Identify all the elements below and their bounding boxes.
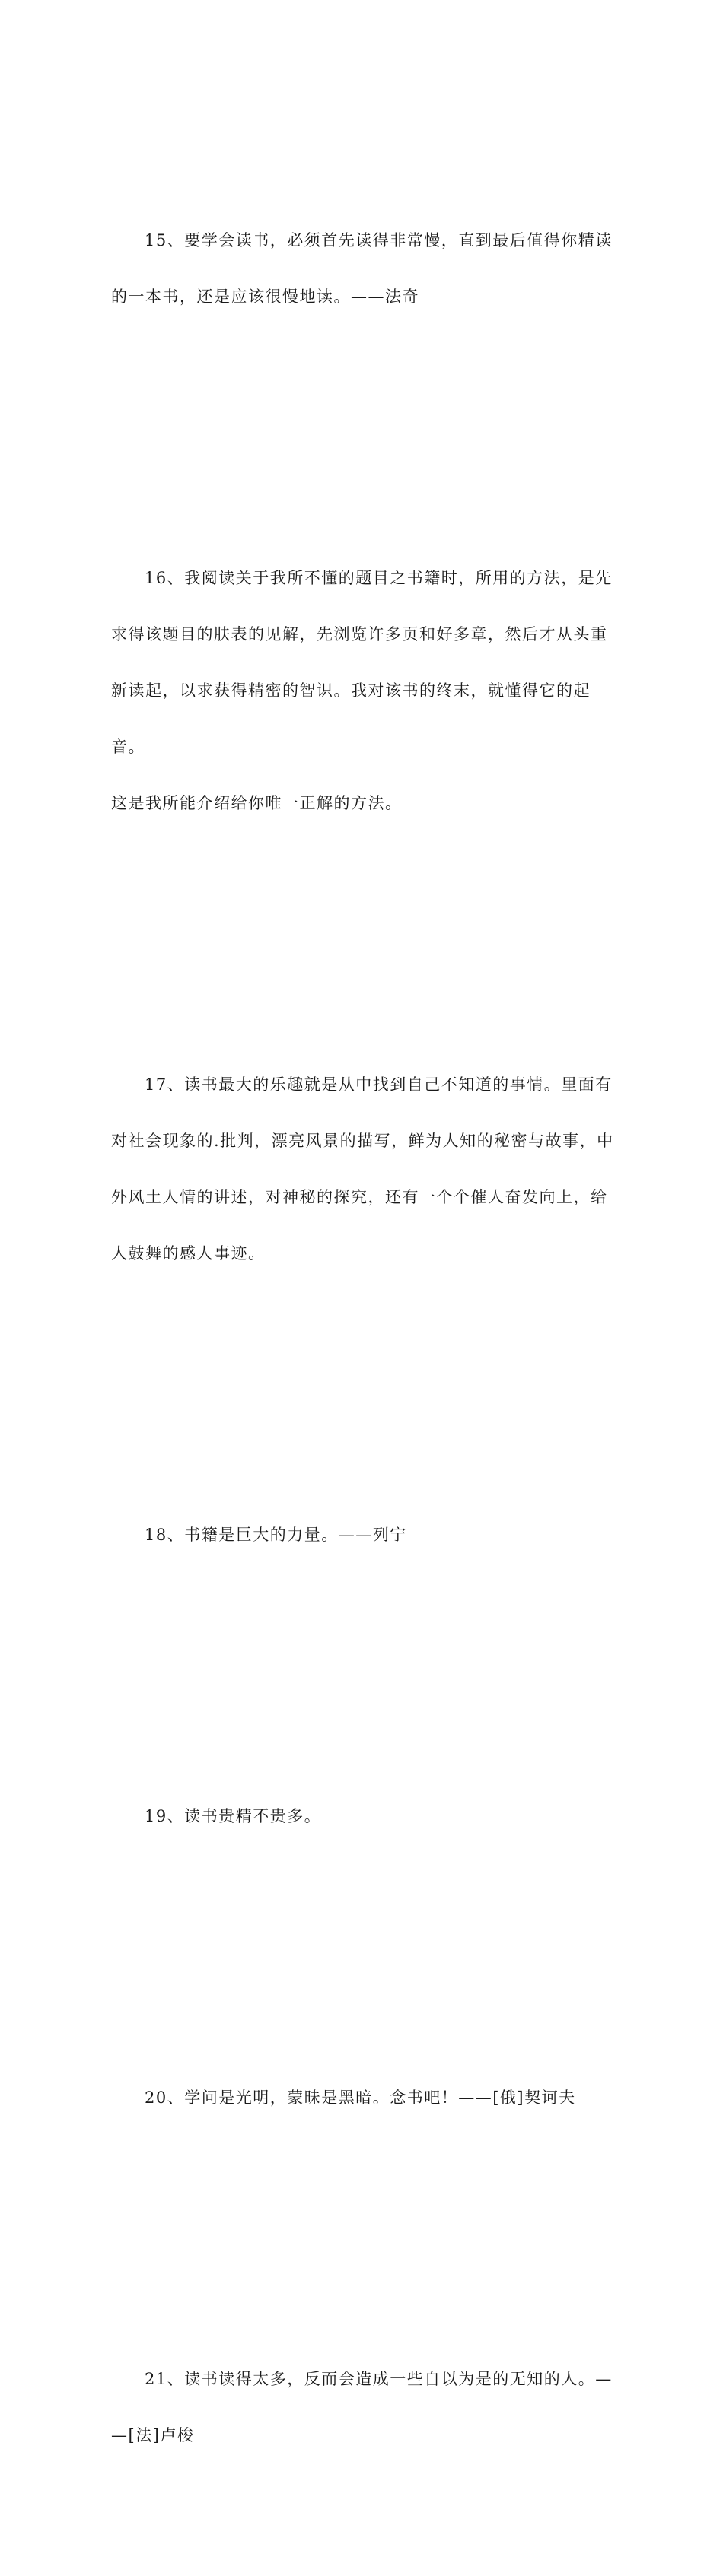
quote-20-line-1: 20、学问是光明，蒙昧是黑暗。念书吧！——[俄]契诃夫 [145, 2088, 576, 2107]
quote-paragraph-18 [111, 1394, 623, 1676]
quote-paragraph-19 [111, 1676, 623, 1957]
quote-17-line-2: 对社会现象的.批判，漂亮风景的描写，鲜为人知的秘密与故事，中 [111, 1132, 614, 1150]
quote-16-line-4: 这是我所能介绍给你唯一正解的方法。 [111, 794, 403, 812]
quote-paragraph-21 [111, 2238, 623, 2576]
quote-15-line-2: 的一本书，还是应该很慢地读。——法奇 [111, 287, 419, 306]
quote-16-line-2: 求得该题目的肤表的见解，先浏览许多页和好多章，然后才从头重 [111, 625, 608, 643]
quote-paragraph-15 [111, 100, 623, 437]
quote-21-line-1: 21、读书读得太多，反而会造成一些自以为是的无知的人。— [145, 2370, 613, 2388]
quote-16-line-1: 16、我阅读关于我所不懂的题目之书籍时，所用的方法，是先 [145, 569, 613, 587]
quote-17-line-4: 人鼓舞的感人事迹。 [111, 1244, 266, 1263]
quote-15-line-1: 15、要学会读书，必须首先读得非常慢，直到最后值得你精读 [145, 231, 613, 249]
quote-16-line-3: 新读起，以求获得精密的智识。我对该书的终末，就懂得它的起音。 [111, 681, 591, 756]
quote-paragraph-20 [111, 1957, 623, 2238]
quote-19-line-1: 19、读书贵精不贵多。 [145, 1807, 322, 1825]
quote-17-line-3: 外风土人情的讲述，对神秘的探究，还有一个个催人奋发向上，给 [111, 1188, 608, 1206]
quote-21-line-2: —[法]卢梭 [111, 2426, 195, 2444]
document-body [111, 100, 623, 2576]
quote-18-line-1: 18、书籍是巨大的力量。——列宁 [145, 1526, 407, 1544]
quote-paragraph-16 [111, 437, 623, 944]
quote-17-line-1: 17、读书最大的乐趣就是从中找到自己不知道的事情。里面有 [145, 1075, 613, 1094]
quote-paragraph-17 [111, 944, 623, 1394]
